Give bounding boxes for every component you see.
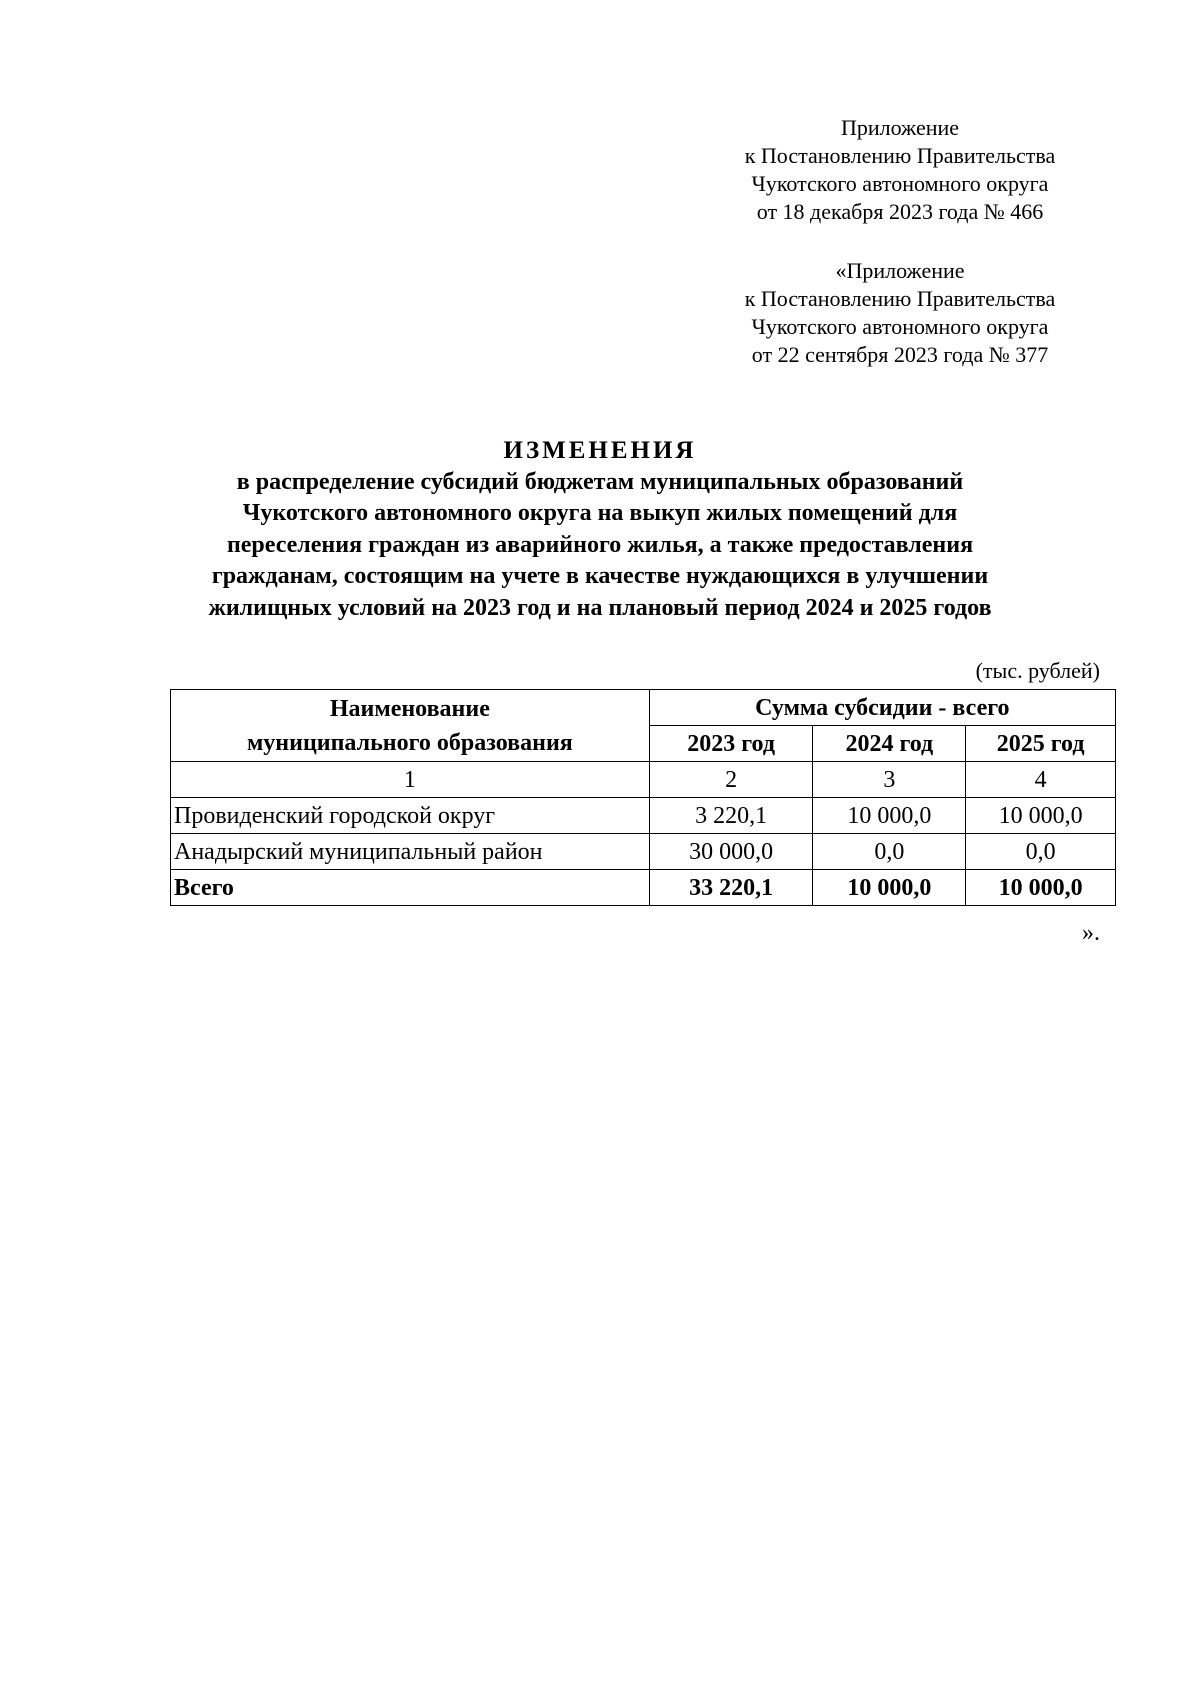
appendix-header-current [700,114,1100,226]
header-year: 2024 год [813,726,966,762]
title-heading: ИЗМЕНЕНИЯ [503,437,697,464]
amount-2024: 0,0 [813,834,966,870]
closing-quote-mark: ». [1082,920,1100,946]
units-label: (тыс. рублей) [975,658,1100,683]
amount-2025: 0,0 [966,834,1116,870]
appendix-line: Чукотского автономного округа [751,314,1049,339]
header-sum-total: Сумма субсидии - всего [649,690,1115,726]
column-number: 1 [171,762,650,798]
appendix-line: «Приложение [835,258,965,283]
subtitle-line: гражданам, состоящим на учете в качестве нуждающихся в улучшении [211,563,989,589]
appendix-line: Приложение [840,115,960,140]
header-name-line2: муниципального образования [246,729,573,756]
subtitle-line: в распределение субсидий бюджетам муниципальных образований [236,468,964,495]
subtitle-line: Чукотского автономного округа на выкуп жилых помещений для [242,500,958,526]
subsidy-table [170,689,1116,906]
column-number: 4 [966,762,1116,798]
amount-2025: 10 000,0 [966,798,1116,834]
header-year: 2025 год [966,726,1116,762]
subtitle-line: переселения граждан из аварийного жилья, а также предоставления [226,531,974,558]
appendix-line: от 22 сентября 2023 года № 377 [751,342,1049,367]
appendix-line: к Постановлению Правительства [744,143,1056,168]
column-number: 2 [649,762,813,798]
amount-2023: 30 000,0 [649,834,813,870]
title-subtitle [150,467,1050,625]
appendix-line: к Постановлению Правительства [744,286,1056,311]
amount-2024: 10 000,0 [813,798,966,834]
appendix-header-original [700,257,1100,369]
municipality-name: Анадырский муниципальный район [171,834,650,870]
table-row [171,834,1116,870]
appendix-line: от 18 декабря 2023 года № 466 [756,199,1044,224]
total-label: Всего [171,870,650,906]
header-name-line1: Наименование [329,695,490,722]
appendix-line: Чукотского автономного округа [751,171,1049,196]
header-municipality [171,690,650,762]
municipality-name: Провиденский городской округ [171,798,650,834]
subtitle-line: жилищных условий на 2023 год и на плановый период 2024 и 2025 годов [208,594,992,621]
table-header-row [171,690,1116,726]
total-2023: 33 220,1 [649,870,813,906]
total-2025: 10 000,0 [966,870,1116,906]
total-2024: 10 000,0 [813,870,966,906]
table-row [171,798,1116,834]
amount-2023: 3 220,1 [649,798,813,834]
table-total-row [171,870,1116,906]
document-title [150,435,1050,624]
column-number-row [171,762,1116,798]
column-number: 3 [813,762,966,798]
header-year: 2023 год [649,726,813,762]
